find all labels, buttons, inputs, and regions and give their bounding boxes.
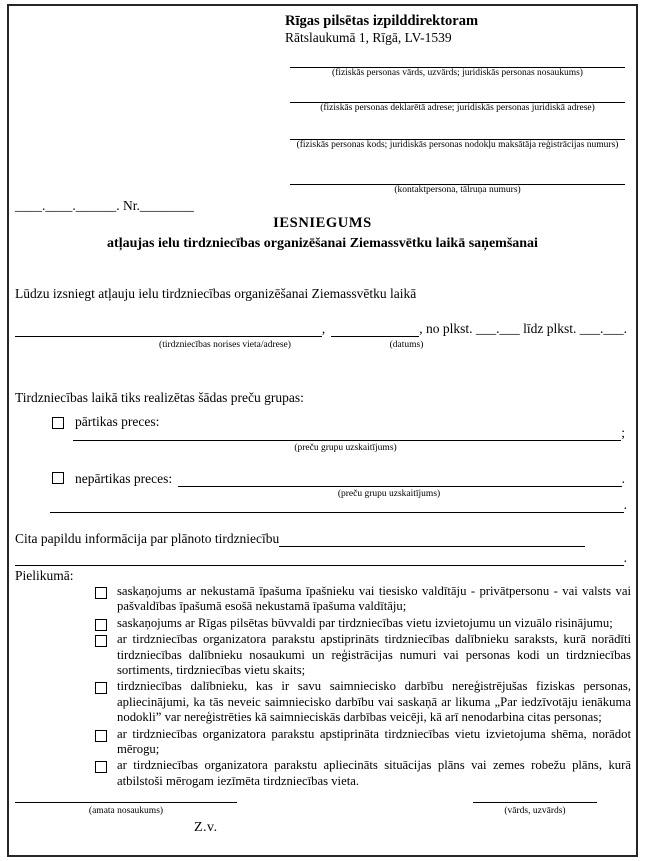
goods-continuation-row [50,496,627,513]
form-page-border [7,4,638,857]
additional-info-label: Cita papildu informācija par plānoto tirdzniecību [15,531,280,546]
attachment-checkbox-icon[interactable] [95,761,107,773]
name-surname-caption: (vārds, uzvārds) [504,806,566,816]
food-caption: (preču grupu uzskaitījums) [294,443,397,453]
attachments-header: Pielikumā: [15,568,74,583]
attachment-checkbox-icon[interactable] [95,635,107,647]
recipient-block [285,13,630,46]
attachment-checkbox-icon[interactable] [95,587,107,599]
field-applicant-name [290,53,625,79]
applicant-address-blank-line [290,88,625,103]
nonfood-checkbox-icon[interactable] [52,472,64,484]
form-subtitle: atļaujas ielu tirdzniecības organizēšanai Ziemassvētku laikā saņemšanai [107,236,538,251]
nonfood-label: nepārtikas preces: [75,471,173,486]
contact-person-blank-line [290,170,625,185]
attachment-item [95,758,631,789]
additional-info-terminator: . [623,550,627,565]
form-title: IESNIEGUMS [273,215,372,231]
position-title-caption: (amata nosaukums) [88,806,164,816]
nonfood-terminator: . [621,471,625,486]
applicant-name-caption: (fiziskās personas vārds, uzvārds; juridiskās personas nosaukums) [332,68,583,78]
seal-placeholder: Z.v. [194,820,218,835]
name-surname-blank-line [473,786,597,803]
additional-info-continuation-blank-line [15,551,624,566]
additional-info-continuation-row [15,550,627,566]
goods-item-nonfood [52,470,625,487]
contact-person-caption: (kontaktpersona, tālruņa numurs) [394,185,521,195]
attachments-list [95,584,631,790]
food-checkbox-icon[interactable] [52,417,64,429]
attachment-item [95,679,631,725]
attachment-text: ar tirdzniecības organizatora parakstu apstiprināts tirdzniecības dalībnieku saraksts, kurā norādīti tirdzniecības dalībnieku nosaukumi un reģistrācijas numuri vai personas kodi un tirdzniecības sortiments, tirdzniecības vietu skaits; [117,632,631,678]
request-sentence: Lūdzu izsniegt atļauju ielu tirdzniecības organizēšanai Ziemassvētku laikā [15,286,417,301]
venue-comma: , [321,321,326,336]
venue-blank-line [15,320,322,337]
nonfood-caption: (preču grupu uzskaitījums) [337,489,441,499]
food-blank-row [73,424,625,441]
attachment-item [95,632,631,678]
date-caption-wrap [358,340,455,351]
applicant-name-blank-line [290,53,625,68]
additional-info-row [15,530,585,547]
attachment-item [95,584,631,615]
applicant-code-caption: (fiziskās personas kods; juridiskās personas nodokļu maksātāja reģistrācijas numurs) [296,140,619,150]
recipient-address: Rātslaukumā 1, Rīgā, LV-1539 [285,30,452,45]
venue-caption: (tirdzniecības norises vieta/adrese) [159,340,291,350]
applicant-code-blank-line [290,125,625,140]
recipient-title: Rīgas pilsētas izpilddirektoram [285,13,479,29]
goods-section-header: Tirdzniecības laikā tiks realizētas šādas preču grupas: [15,390,304,405]
food-terminator: ; [621,425,625,440]
field-applicant-code [290,125,625,151]
venue-date-time-row [15,320,627,337]
venue-caption-wrap [75,340,375,351]
attachment-item [95,727,631,758]
applicant-address-caption: (fiziskās personas deklarētā adrese; juridiskās personas juridiskā adrese) [320,103,595,113]
goods-continuation-blank-line [50,496,624,513]
attachment-checkbox-icon[interactable] [95,730,107,742]
attachment-text: saskaņojums ar Rīgas pilsētas būvvaldi par tirdzniecības vietu izvietojumu un vizuālo risinājumu; [117,615,613,630]
attachment-text: tirdzniecības dalībnieku, kas ir savu saimniecisko darbību nereģistrējušas fiziskas personas, apliecinājumi, ka tās neveic saimniecisko darbību vai saskaņā ar likuma „Par iedzīvotāju ienākuma nodokli” var nereģistrēties kā saimnieciskās darbības veicēji, kā arī nenodarbina citas personas; [117,679,631,725]
time-range-text: , no plkst. ___.___ līdz plkst. ___.___. [419,321,627,336]
nonfood-blank-line [178,470,622,487]
food-blank-line [73,424,621,441]
field-applicant-address [290,88,625,114]
date-blank-line [331,320,419,337]
attachment-checkbox-icon[interactable] [95,682,107,694]
additional-info-blank-line [279,530,585,547]
attachment-text: ar tirdzniecības organizatora parakstu apstiprināta tirdzniecības vietu izvietojuma shēma, norādot mērogu; [117,726,631,757]
attachment-item [95,616,631,631]
field-contact-person [290,170,625,196]
food-caption-wrap [73,443,618,454]
goods-continuation-terminator: . [623,497,627,512]
attachment-checkbox-icon[interactable] [95,619,107,631]
date-number-line: ____.____.______. Nr.________ [15,198,194,213]
attachment-text: saskaņojums ar nekustamā īpašuma īpašnieku vai tiesisko valdītāju - privātpersonu - vai valsts vai pašvaldības īpašumā esošā nekustamā īpašuma valdītāju; [117,584,631,614]
date-caption: (datums) [389,340,424,350]
position-title-blank-line [15,786,237,803]
food-label: pārtikas preces: [75,414,160,429]
attachment-text: ar tirdzniecības organizatora parakstu apliecināts situācijas plāns vai zemes robežu plāns, kurā atbilstoši mērogam iezīmēta tirdzniecības vieta. [117,758,631,788]
